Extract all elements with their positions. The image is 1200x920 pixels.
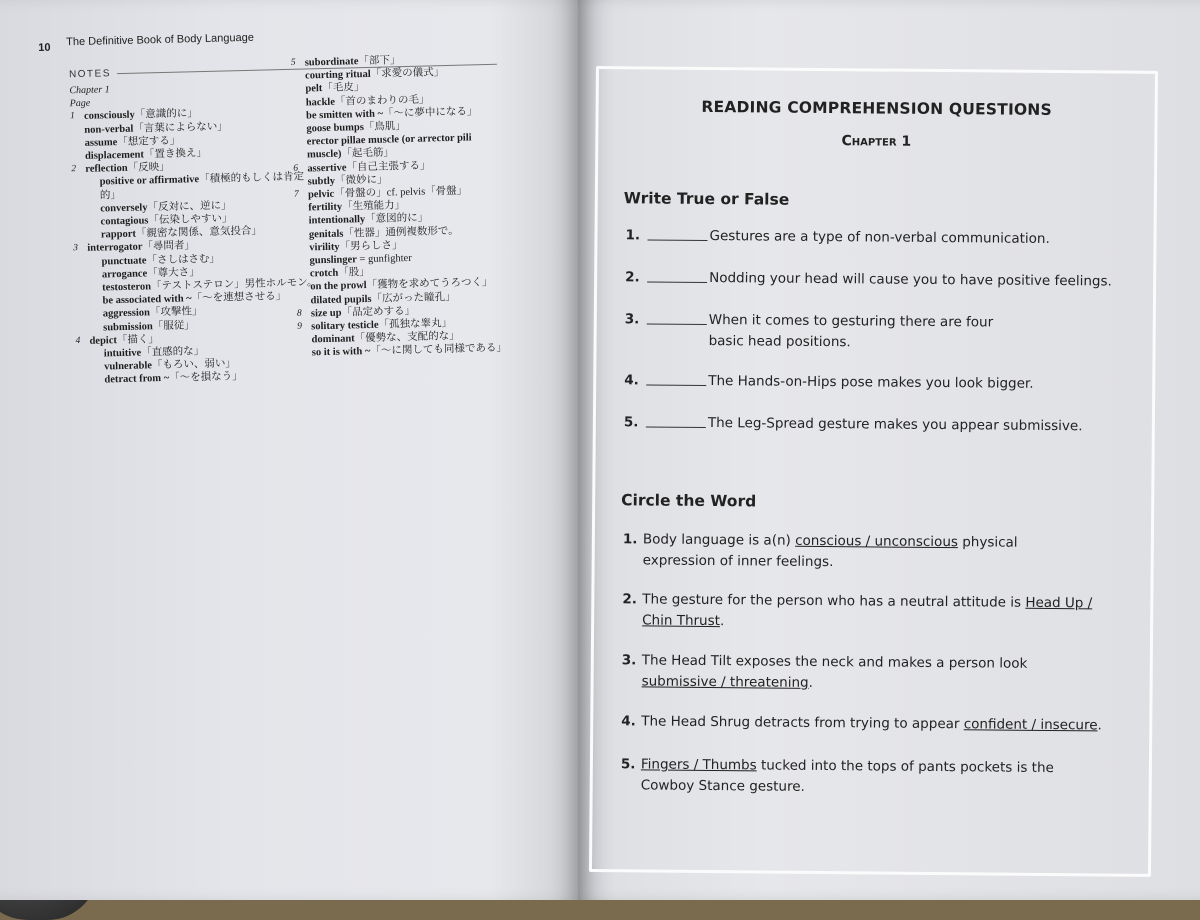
note-entry: conversely「反対に、逆に」 [100, 200, 232, 215]
note-entry: virility「男らしさ」 [309, 240, 403, 254]
note-entry: submission「服従」 [103, 319, 195, 334]
question-number: 3. [624, 311, 640, 328]
book-title: The Definitive Book of Body Language [66, 31, 255, 49]
question-number: 1. [622, 531, 638, 548]
note-entry: be associated with ~「～を連想させる」 [102, 291, 287, 307]
word-choice[interactable]: Head Up / Chin Thrust [642, 594, 1093, 630]
note-entry: crotch「股」 [309, 267, 370, 280]
true-false-question [625, 225, 1141, 251]
circle-word-heading: Circle the Word [621, 491, 757, 511]
question-number: 5. [620, 756, 636, 773]
question-text: Fingers / Thumbs tucked into the tops of pants pockets is the Cowboy Stance gesture. [640, 756, 1054, 795]
note-entry: 6 assertive「自己主張する」 [293, 160, 431, 175]
question-number: 4. [621, 713, 636, 730]
note-entry: gunslinger = gunfighter [309, 252, 412, 267]
notes-column-1 [69, 79, 318, 388]
question-text: Body language is a(n) conscious / unconscious physical expression of inner feelings. [642, 531, 1018, 571]
notes-label: NOTES [68, 68, 112, 81]
note-entry: arrogance「尊大さ」 [101, 266, 200, 281]
note-entry: 8 size up「品定めする」 [296, 305, 416, 320]
note-entry: 3 interrogator「尋問者」 [73, 240, 196, 255]
note-entry: so it is with ~「～に関しても同様である」 [311, 343, 508, 359]
question-text: The Leg-Spread gesture makes you appear submissive. [707, 414, 1083, 435]
note-entry: testosteron「テストステロン」男性ホルモン。 [102, 277, 318, 294]
question-number: 1. [625, 227, 641, 244]
note-entry: 5 subordinate「部下」 [290, 55, 401, 69]
word-choice[interactable]: confident / insecure [963, 716, 1098, 734]
note-entry: intuitive「直感的な」 [103, 346, 205, 360]
true-false-question [624, 370, 1140, 396]
true-false-question [624, 412, 1140, 438]
note-entry: dilated pupils「広がった瞳孔」 [310, 291, 456, 307]
word-choice[interactable]: submissive / threatening [641, 673, 809, 691]
running-head [38, 21, 558, 52]
note-entry: hackle「首のまわりの毛」 [305, 94, 430, 109]
note-entry: vulnerable「もろい、弱い」 [104, 358, 237, 373]
question-number: 2. [622, 591, 637, 608]
chapter-title: Chapter 1 [841, 133, 912, 150]
note-entry: 的」 [99, 189, 122, 202]
note-entry: assume「想定する」 [84, 135, 181, 149]
note-entry: detract from ~「～を損なう」 [104, 371, 243, 386]
note-entry: 9 solitary testicle「孤独な睾丸」 [297, 318, 453, 333]
note-entry: positive or affirmative「積極的もしくは肯定 [99, 171, 305, 188]
question-text: Gestures are a type of non-verbal communication. [709, 227, 1050, 247]
note-entry: muscle)「起毛筋」 [306, 147, 395, 161]
notes-column-2 [291, 51, 528, 360]
questions-content [604, 85, 1143, 874]
circle-word-question [621, 754, 1137, 801]
chapter-label: Chapter 1 [69, 84, 110, 97]
question-number: 2. [625, 269, 640, 286]
question-number: 3. [621, 652, 637, 669]
note-entry: be smitten with ~「～に夢中になる」 [305, 106, 478, 122]
circle-word-question [621, 711, 1137, 737]
note-entry: aggression「攻撃性」 [102, 306, 203, 320]
true-false-question [625, 267, 1141, 293]
note-entry: punctuate「さしはさむ」 [101, 253, 221, 268]
note-entry: goose bumps「鳥肌」 [306, 121, 406, 135]
note-entry: genitals「性器」通例複数形で。 [308, 225, 459, 241]
left-page [0, 0, 578, 900]
note-entry: intentionally「意図的に」 [308, 212, 429, 227]
word-choice[interactable]: conscious / unconscious [795, 532, 959, 551]
circle-word-question [622, 589, 1138, 636]
question-number: 5. [623, 414, 639, 431]
right-page [578, 0, 1200, 900]
circle-word-question [622, 650, 1138, 697]
word-choice[interactable]: Fingers / Thumbs [640, 756, 757, 774]
note-entry: erector pillae muscle (or arrector pili [306, 132, 472, 148]
note-entry: displacement「置き換え」 [84, 147, 208, 162]
page-number: 10 [38, 41, 51, 54]
questions-frame [589, 66, 1158, 877]
note-entry: courting ritual「求愛の儀式」 [304, 67, 445, 82]
note-entry: rapport「親密な関係、意気投合」 [100, 225, 263, 241]
note-entry: 7 pelvic「骨盤の」cf. pelvis「骨盤」 [293, 185, 468, 201]
question-text: When it comes to gesturing there are four basic head positions. [708, 311, 994, 351]
note-entry: 2 reflection「反映」 [71, 162, 170, 176]
question-text: The Head Tilt exposes the neck and makes a person look submissive / threatening. [641, 652, 1028, 691]
true-false-heading: Write True or False [623, 189, 790, 209]
question-text: The gesture for the person who has a neutral attitude is Head Up / Chin Thrust. [642, 591, 1093, 630]
note-entry: pelt「毛皮」 [305, 82, 365, 95]
note-entry: fertility「生殖能力」 [308, 200, 406, 214]
note-entry: 4 depict「描く」 [75, 333, 160, 347]
question-text: The Hands-on-Hips pose makes you look bigger. [708, 372, 1034, 392]
page-label: Page [69, 97, 91, 110]
circle-word-question [623, 529, 1139, 576]
note-entry: subtly「微妙に」 [307, 174, 388, 188]
question-text: Nodding your head will cause you to have positive feelings. [709, 269, 1112, 290]
true-false-question [625, 309, 1141, 356]
note-entry: non-verbal「言葉によらない」 [84, 121, 228, 136]
page-title: READING COMPREHENSION QUESTIONS [701, 97, 1052, 119]
question-number: 4. [624, 372, 639, 389]
note-entry: contagious「伝染しやすい」 [100, 213, 233, 228]
note-entry: 1 consciously「意識的に」 [69, 108, 198, 123]
note-entry: on the prowl「獲物を求めてうろつく」 [310, 277, 493, 293]
left-page-content [38, 21, 559, 386]
question-text: The Head Shrug detracts from trying to appear confident / insecure. [641, 713, 1102, 734]
note-entry: dominant「優勢な、支配的な」 [311, 331, 460, 346]
